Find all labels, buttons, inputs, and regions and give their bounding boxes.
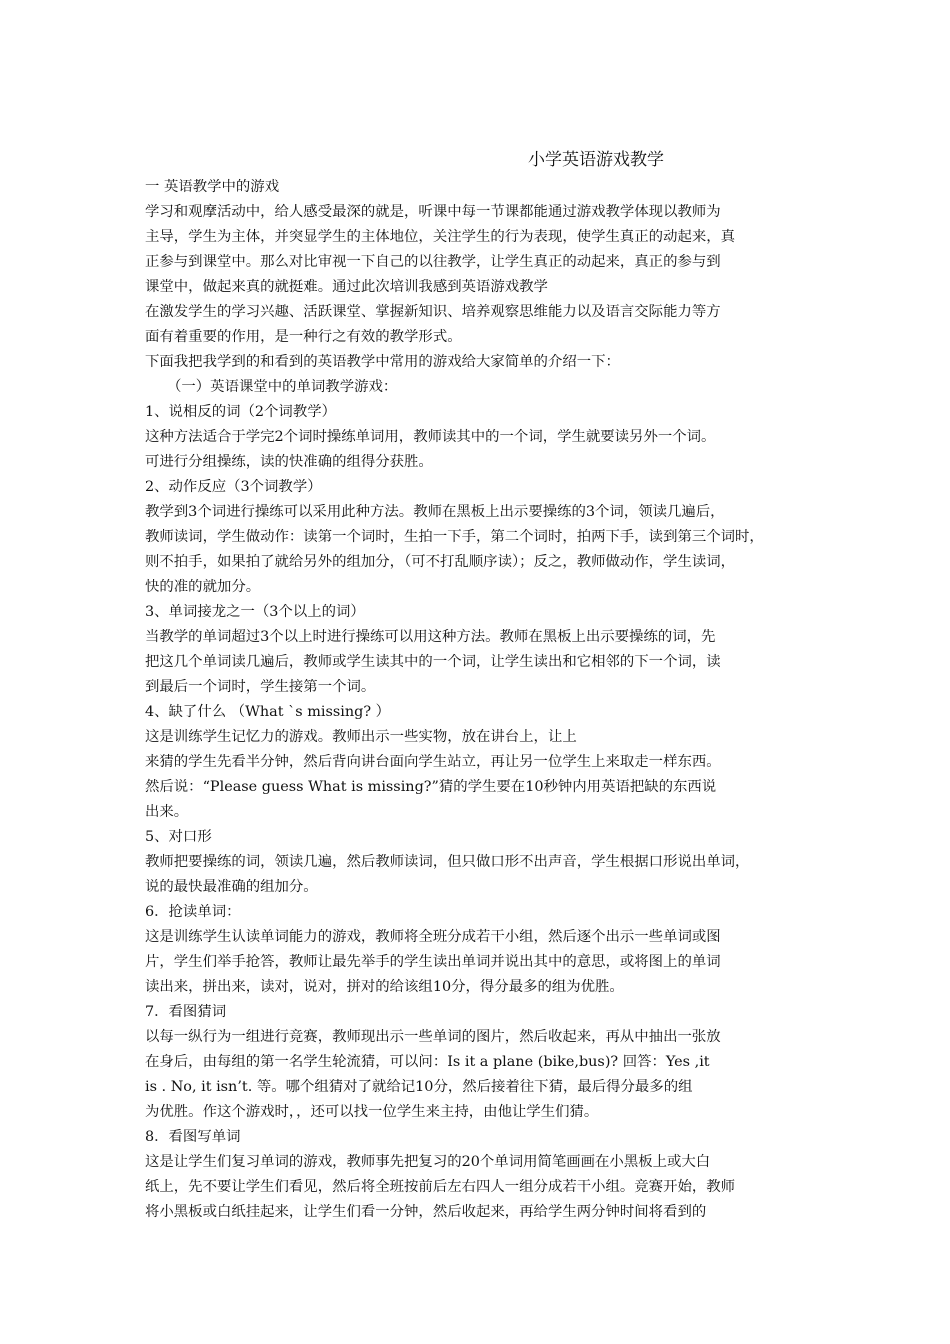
body-line: 到最后一个词时，学生接第一个词。 xyxy=(145,679,376,695)
body-line: 学习和观摩活动中，给人感受最深的就是，听课中每一节课都能通过游戏教学体现以教师为 xyxy=(145,204,721,220)
item-heading: 3、单词接龙之一（3个以上的词） xyxy=(145,604,365,620)
section-heading: 一 英语教学中的游戏 xyxy=(145,179,280,195)
body-line: 说的最快最准确的组加分。 xyxy=(145,879,318,895)
subsection-heading: （一）英语课堂中的单词教学游戏： xyxy=(167,379,398,395)
item-heading: 7．看图猜词 xyxy=(145,1004,227,1020)
body-line: 为优胜。作这个游戏时，，还可以找一位学生来主持，由他让学生们猜。 xyxy=(145,1104,599,1120)
body-line: 然后说：“Please guess What is missing?”猜的学生要在10秒钟内用英语把缺的东西说 xyxy=(145,779,717,795)
body-line: 片，学生们举手抢答，教师让最先举手的学生读出单词并说出其中的意思，或将图上的单词 xyxy=(145,954,721,970)
body-line: 正参与到课堂中。那么对比审视一下自己的以往教学，让学生真正的动起来，真正的参与到 xyxy=(145,254,721,270)
body-line: 纸上，先不要让学生们看见，然后将全班按前后左右四人一组分成若干小组。竞赛开始，教师 xyxy=(145,1179,736,1195)
body-line: 将小黑板或白纸挂起来，让学生们看一分钟，然后收起来，再给学生两分钟时间将看到的 xyxy=(145,1204,707,1220)
item-heading: 4、缺了什么 （What `s missing? ） xyxy=(145,704,391,720)
body-line: 快的准的就加分。 xyxy=(145,579,261,595)
body-line: 下面我把我学到的和看到的英语教学中常用的游戏给大家简单的介绍一下： xyxy=(145,354,620,370)
item-heading: 8．看图写单词 xyxy=(145,1129,241,1145)
body-line: 在激发学生的学习兴趣、活跃课堂、掌握新知识、培养观察思维能力以及语言交际能力等方 xyxy=(145,304,721,320)
body-line: is . No, it isn’t. 等。哪个组猜对了就给记10分，然后接着往下猜，最后得分最多的组 xyxy=(145,1079,693,1095)
body-line: 则不拍手，如果拍了就给另外的组加分，（可不打乱顺序读）；反之，教师做动作，学生读词， xyxy=(145,554,736,570)
document-title: 小学英语游戏教学 xyxy=(528,150,664,170)
item-heading: 1、说相反的词（2个词教学） xyxy=(145,404,336,420)
item-heading: 5、对口形 xyxy=(145,829,212,845)
body-line: 这是训练学生记忆力的游戏。教师出示一些实物，放在讲台上，让上 xyxy=(145,729,577,745)
body-line: 把这几个单词读几遍后，教师或学生读其中的一个词，让学生读出和它相邻的下一个词，读 xyxy=(145,654,721,670)
body-line: 这是让学生们复习单词的游戏，教师事先把复习的20个单词用简笔画画在小黑板上或大白 xyxy=(145,1154,711,1170)
body-line: 教学到3个词进行操练可以采用此种方法。教师在黑板上出示要操练的3个词，领读几遍后， xyxy=(145,504,725,520)
body-line: 当教学的单词超过3个以上时进行操练可以用这种方法。教师在黑板上出示要操练的词，先 xyxy=(145,629,716,645)
body-line: 面有着重要的作用，是一种行之有效的教学形式。 xyxy=(145,329,462,345)
item-heading: 2、动作反应（3个词教学） xyxy=(145,479,322,495)
body-line: 课堂中，做起来真的就挺难。通过此次培训我感到英语游戏教学 xyxy=(145,279,548,295)
body-line: 教师读词，学生做动作：读第一个词时，生拍一下手，第二个词时，拍两下手，读到第三个词时， xyxy=(145,529,764,545)
item-heading: 6．抢读单词： xyxy=(145,904,241,920)
body-line: 可进行分组操练，读的快准确的组得分获胜。 xyxy=(145,454,433,470)
body-line: 以每一纵行为一组进行竞赛，教师现出示一些单词的图片，然后收起来，再从中抽出一张放 xyxy=(145,1029,721,1045)
body-line: 在身后，由每组的第一名学生轮流猜，可以问：Is it a plane (bike,bus)? 回答：Yes ,it xyxy=(145,1054,710,1070)
body-line: 来猜的学生先看半分钟，然后背向讲台面向学生站立，再让另一位学生上来取走一样东西。 xyxy=(145,754,721,770)
body-line: 出来。 xyxy=(145,804,189,820)
document-body xyxy=(145,175,811,1225)
body-line: 教师把要操练的词，领读几遍，然后教师读词，但只做口形不出声音，学生根据口形说出单词， xyxy=(145,854,750,870)
body-line: 主导，学生为主体，并突显学生的主体地位，关注学生的行为表现，使学生真正的动起来，真 xyxy=(145,229,736,245)
body-line: 这是训练学生认读单词能力的游戏，教师将全班分成若干小组，然后逐个出示一些单词或图 xyxy=(145,929,721,945)
body-line: 这种方法适合于学完2个词时操练单词用，教师读其中的一个词，学生就要读另外一个词。 xyxy=(145,429,716,445)
body-line: 读出来，拼出来，读对，说对，拼对的给该组10分，得分最多的组为优胜。 xyxy=(145,979,624,995)
